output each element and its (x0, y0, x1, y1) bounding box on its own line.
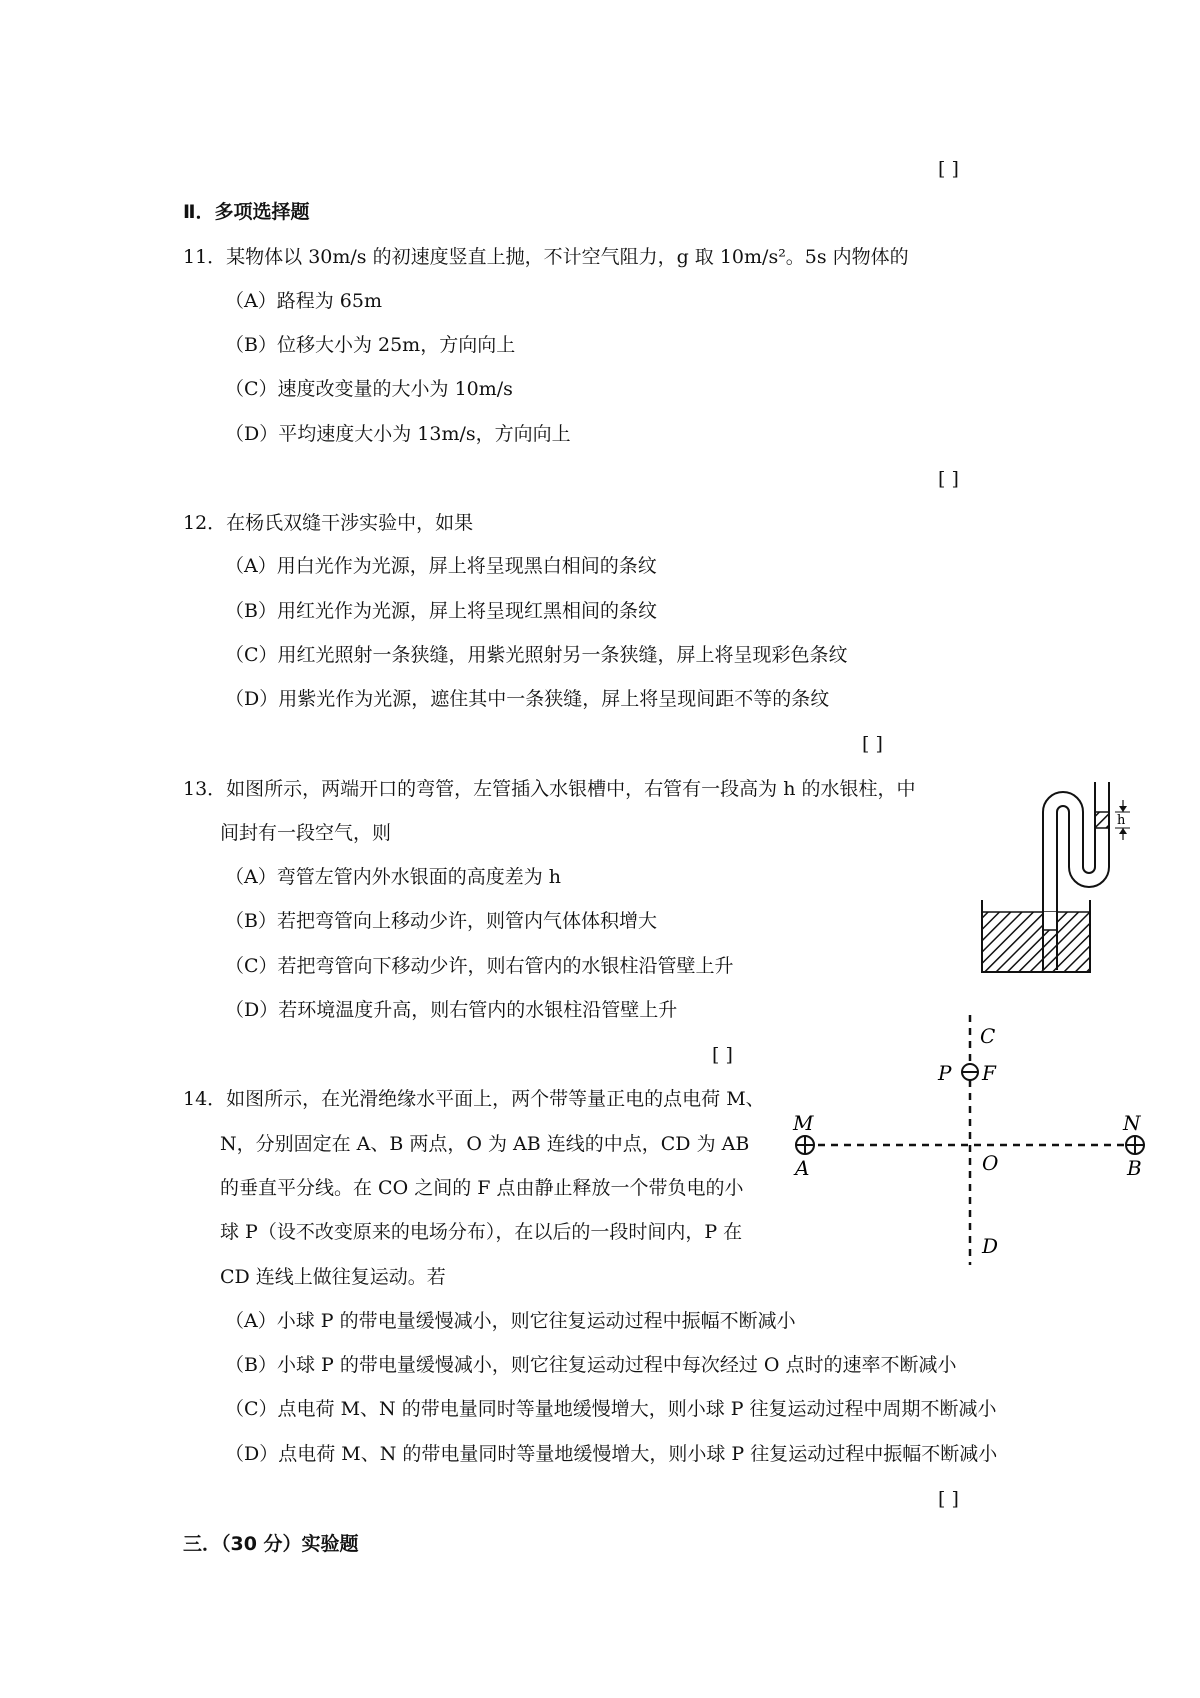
question-stem-cont: N，分别固定在 A、B 两点，O 为 AB 连线的中点，CD 为 AB (220, 1133, 750, 1155)
answer-bracket: [ ] (938, 468, 959, 490)
option-c: （C）速度改变量的大小为 10m/s (225, 378, 513, 400)
option-d: （D）用紫光作为光源，遮住其中一条狭缝，屏上将呈现间距不等的条纹 (225, 688, 830, 710)
option-b: （B）若把弯管向上移动少许，则管内气体体积增大 (225, 910, 657, 932)
option-a: （A）小球 P 的带电量缓慢减小，则它往复运动过程中振幅不断减小 (225, 1310, 796, 1332)
option-b: （B）用红光作为光源，屏上将呈现红黑相间的条纹 (225, 600, 657, 622)
section-heading: 三．（30 分）实验题 (183, 1533, 359, 1555)
bent-tube-figure (980, 772, 1130, 982)
height-label: h (1117, 813, 1126, 828)
question-stem: 13．如图所示，两端开口的弯管，左管插入水银槽中，右管有一段高为 h 的水银柱，中 (183, 778, 916, 800)
question-stem: 12．在杨氏双缝干涉实验中，如果 (183, 512, 474, 534)
label-f: F (982, 1061, 996, 1085)
label-p: P (938, 1061, 952, 1085)
label-n: N (1123, 1111, 1141, 1135)
option-a: （A）用白光作为光源，屏上将呈现黑白相间的条纹 (225, 555, 657, 577)
question-stem: 11．某物体以 30m/s 的初速度竖直上抛，不计空气阻力，g 取 10m/s²。5s 内物体的 (183, 246, 909, 268)
question-stem-cont: 球 P（设不改变原来的电场分布），在以后的一段时间内，P 在 (220, 1221, 743, 1243)
option-b: （B）小球 P 的带电量缓慢减小，则它往复运动过程中每次经过 O 点时的速率不断减小 (225, 1354, 957, 1376)
section-heading: Ⅱ．多项选择题 (183, 201, 310, 223)
label-o: O (982, 1151, 999, 1175)
option-c: （C）点电荷 M、N 的带电量同时等量地缓慢增大，则小球 P 往复运动过程中周期不断减小 (225, 1398, 997, 1420)
label-a: A (795, 1156, 810, 1180)
option-c: （C）若把弯管向下移动少许，则右管内的水银柱沿管壁上升 (225, 955, 734, 977)
answer-bracket: [ ] (938, 158, 959, 180)
option-a: （A）路程为 65m (225, 290, 382, 312)
option-d: （D）平均速度大小为 13m/s，方向向上 (225, 423, 571, 445)
option-a: （A）弯管左管内外水银面的高度差为 h (225, 866, 561, 888)
option-c: （C）用红光照射一条狭缝，用紫光照射另一条狭缝，屏上将呈现彩色条纹 (225, 644, 848, 666)
label-b: B (1127, 1156, 1142, 1180)
point-charge-figure (790, 1010, 1150, 1270)
question-stem: 14．如图所示，在光滑绝缘水平面上，两个带等量正电的点电荷 M、 (183, 1088, 765, 1110)
label-d: D (982, 1234, 999, 1258)
option-d: （D）点电荷 M、N 的带电量同时等量地缓慢增大，则小球 P 往复运动过程中振幅不断减小 (225, 1443, 998, 1465)
option-b: （B）位移大小为 25m，方向向上 (225, 334, 516, 356)
answer-bracket: [ ] (862, 733, 883, 755)
label-m: M (793, 1111, 814, 1135)
label-c: C (980, 1024, 996, 1048)
question-stem-cont: CD 连线上做往复运动。若 (220, 1266, 446, 1288)
answer-bracket: [ ] (712, 1044, 733, 1066)
question-stem-cont: 的垂直平分线。在 CO 之间的 F 点由静止释放一个带负电的小 (220, 1177, 744, 1199)
question-stem-cont: 间封有一段空气，则 (220, 822, 392, 844)
answer-bracket: [ ] (938, 1488, 959, 1510)
option-d: （D）若环境温度升高，则右管内的水银柱沿管壁上升 (225, 999, 678, 1021)
